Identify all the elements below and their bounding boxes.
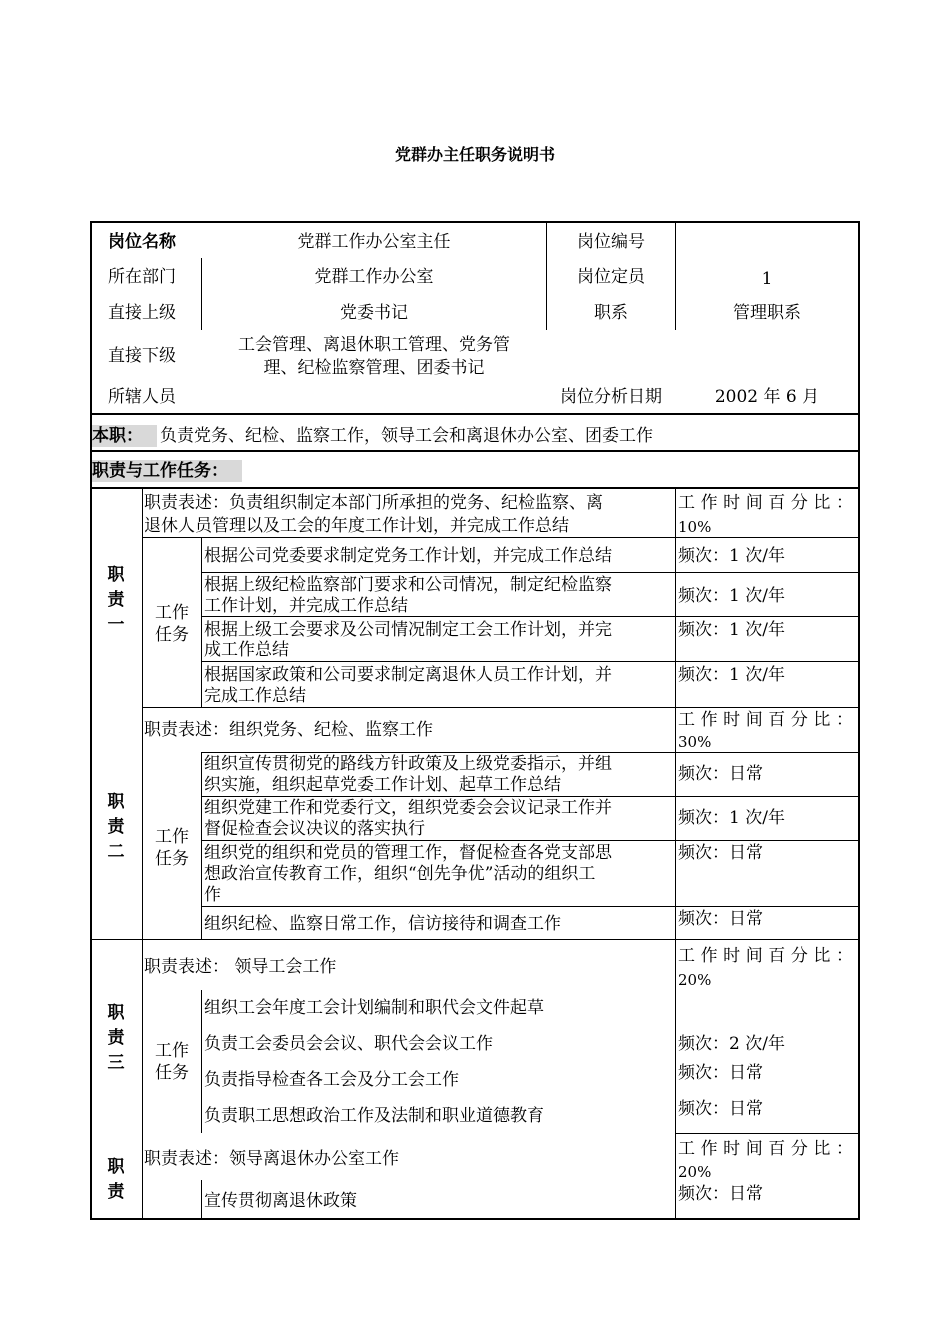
duty4-task-1: 宣传贯彻离退休政策 [204,1191,357,1211]
duty3-task-3: 负责指导检查各工会及分工会工作 [204,1070,459,1090]
post-name-label: 岗位名称 [108,232,176,252]
duty3-desc: 职责表述： 领导工会工作 [144,957,337,977]
duty2-pct: 30% [678,733,712,751]
duty2-task-2-line1: 组织党建工作和党委行文，组织党委会会议记录工作并 [204,798,612,818]
duty1-char-1: 职 [107,565,125,585]
duty3-char-3: 三 [107,1053,125,1073]
subordinate-label: 直接下级 [108,346,176,366]
duty4-task-1-freq: 频次：日常 [678,1184,763,1204]
duty2-task-2-line2: 督促检查会议决议的落实执行 [204,819,425,839]
duties-heading-bottom-rule [90,487,860,489]
duty1-task-3-line2: 成工作总结 [204,640,289,660]
main-duty-text: 负责党务、纪检、监察工作，领导工会和离退休办公室、团委工作 [160,426,653,446]
duty3-task-1: 组织工会年度工会计划编制和职代会文件起草 [204,998,544,1018]
duty3-task-2: 负责工会委员会会议、职代会会议工作 [204,1034,493,1054]
duty1-task-2-line2: 工作计划，并完成工作总结 [204,596,408,616]
task-label-2: 任务 [155,625,189,645]
series-value: 管理职系 [733,303,801,323]
duty4-char-2: 责 [107,1182,125,1202]
post-no-label: 岗位编号 [577,232,645,252]
duty1-pct: 10% [678,518,712,536]
duty4-pct-label: 工作时间百分比： [678,1139,853,1159]
duty1-task-3-freq: 频次：1 次/年 [678,620,785,640]
task-col-border-2 [201,752,202,939]
duty3-char-2: 责 [107,1028,125,1048]
duty1-pct-label: 工作时间百分比： [678,493,853,513]
document-title: 党群办主任职务说明书 [394,145,555,164]
task-col-border-3 [201,990,202,1133]
duty2-task-4: 组织纪检、监察日常工作，信访接待和调查工作 [204,914,561,934]
duty2-label [104,790,128,865]
quota-value: 1 [761,269,773,289]
subordinate-value-line2: 理、纪检监察管理、团委书记 [263,358,485,378]
duty1-label [104,563,128,638]
duty3-task-2-freq: 频次：2 次/年 [678,1034,785,1054]
duty2-task-3-line3: 作 [204,885,221,905]
dept-value: 党群工作办公室 [314,267,434,287]
d1-end-rule [143,707,859,708]
duty2-pct-label: 工作时间百分比： [678,710,853,730]
task-label-1: 工作 [155,1041,189,1061]
d2-end-rule [91,939,859,940]
quota-label: 岗位定员 [577,267,645,287]
duty3-pct-label: 工作时间百分比： [678,946,853,966]
task-label-2: 任务 [155,849,189,869]
main-duty-bottom-rule [90,450,860,452]
duty1-desc-line1: 职责表述：负责组织制定本部门所承担的党务、纪检监察、离 [144,493,603,513]
duty2-task-3-line1: 组织党的组织和党员的管理工作，督促检查各党支部思 [204,843,612,863]
duty4-char-1: 职 [107,1157,125,1177]
analysis-date-value: 2002 年 6 月 [714,387,820,407]
superior-label: 直接上级 [108,303,176,323]
duty4-pct: 20% [678,1163,712,1181]
duty1-char-3: 一 [107,615,125,635]
d1-task3-rule [202,661,859,662]
duty2-task-4-freq: 频次：日常 [678,909,763,929]
d3-end-rule-right [675,1133,859,1134]
duty1-task-label [145,602,199,646]
duty4-desc: 职责表述：领导离退休办公室工作 [144,1149,399,1169]
task-label-1: 工作 [155,827,189,847]
duty3-pct: 20% [678,971,712,989]
duty1-task-2-line1: 根据上级纪检监察部门要求和公司情况，制定纪检监察 [204,575,612,595]
duty1-task-4-line1: 根据国家政策和公司要求制定离退休人员工作计划，并 [204,665,612,685]
duty1-task-1-freq: 频次：1 次/年 [678,546,785,566]
series-label: 职系 [594,303,628,323]
duty1-task-2-freq: 频次：1 次/年 [678,586,785,606]
duty-col-border [142,489,143,1218]
duty3-task-4: 负责职工思想政治工作及法制和职业道德教育 [204,1106,544,1126]
duty2-task-1-line1: 组织宣传贯彻党的路线方针政策及上级党委指示，并组 [204,754,612,774]
duty3-task-label [145,1040,199,1084]
main-duty-label: 本职： [92,425,157,447]
task-label-2: 任务 [155,1063,189,1083]
duty2-char-3: 二 [107,842,125,862]
duty2-task-1-line2: 织实施，组织起草党委工作计划、起草工作总结 [204,775,561,795]
post-name-value: 党群工作办公室主任 [297,232,451,252]
duty1-task-4-freq: 频次：1 次/年 [678,665,785,685]
superior-value: 党委书记 [340,303,408,323]
d2-task2-rule [202,840,859,841]
duty4-label [104,1155,128,1205]
subordinate-value-line1: 工会管理、离退休职工管理、党务管 [238,335,510,355]
task-col-border-1 [201,537,202,707]
analysis-date-label: 岗位分析日期 [560,387,662,407]
duty1-char-2: 责 [107,590,125,610]
freq-col-border [675,489,676,1218]
duty1-task-4-line2: 完成工作总结 [204,686,306,706]
duty2-task-label [145,826,199,870]
task-label-1: 工作 [155,603,189,623]
header-bottom-rule [90,413,860,415]
duty2-char-2: 责 [107,817,125,837]
duty3-task-4-freq: 频次：日常 [678,1099,763,1119]
duty1-task-3-line1: 根据上级工会要求及公司情况制定工会工作计划，并完 [204,620,612,640]
duty3-label [104,1001,128,1076]
d1-task1-rule [202,572,859,573]
d1-desc-rule [143,537,859,538]
duty3-char-1: 职 [107,1003,125,1023]
task-col-border-4 [201,1180,202,1218]
duty3-task-3-freq: 频次：日常 [678,1063,763,1083]
duty2-desc: 职责表述：组织党务、纪检、监察工作 [144,720,433,740]
duty2-task-3-freq: 频次：日常 [678,843,763,863]
staff-label: 所辖人员 [108,387,176,407]
d2-task3-rule [202,906,859,907]
duty2-char-1: 职 [107,792,125,812]
duties-heading: 职责与工作任务： [92,460,242,482]
duty2-task-2-freq: 频次：1 次/年 [678,808,785,828]
dept-label: 所在部门 [108,267,176,287]
duty2-task-3-line2: 想政治宣传教育工作，组织“创先争优”活动的组织工 [204,864,596,884]
duty2-task-1-freq: 频次：日常 [678,764,763,784]
duty1-desc-line2: 退休人员管理以及工会的年度工作计划，并完成工作总结 [144,516,569,536]
duty1-task-1: 根据公司党委要求制定党务工作计划，并完成工作总结 [204,546,612,566]
